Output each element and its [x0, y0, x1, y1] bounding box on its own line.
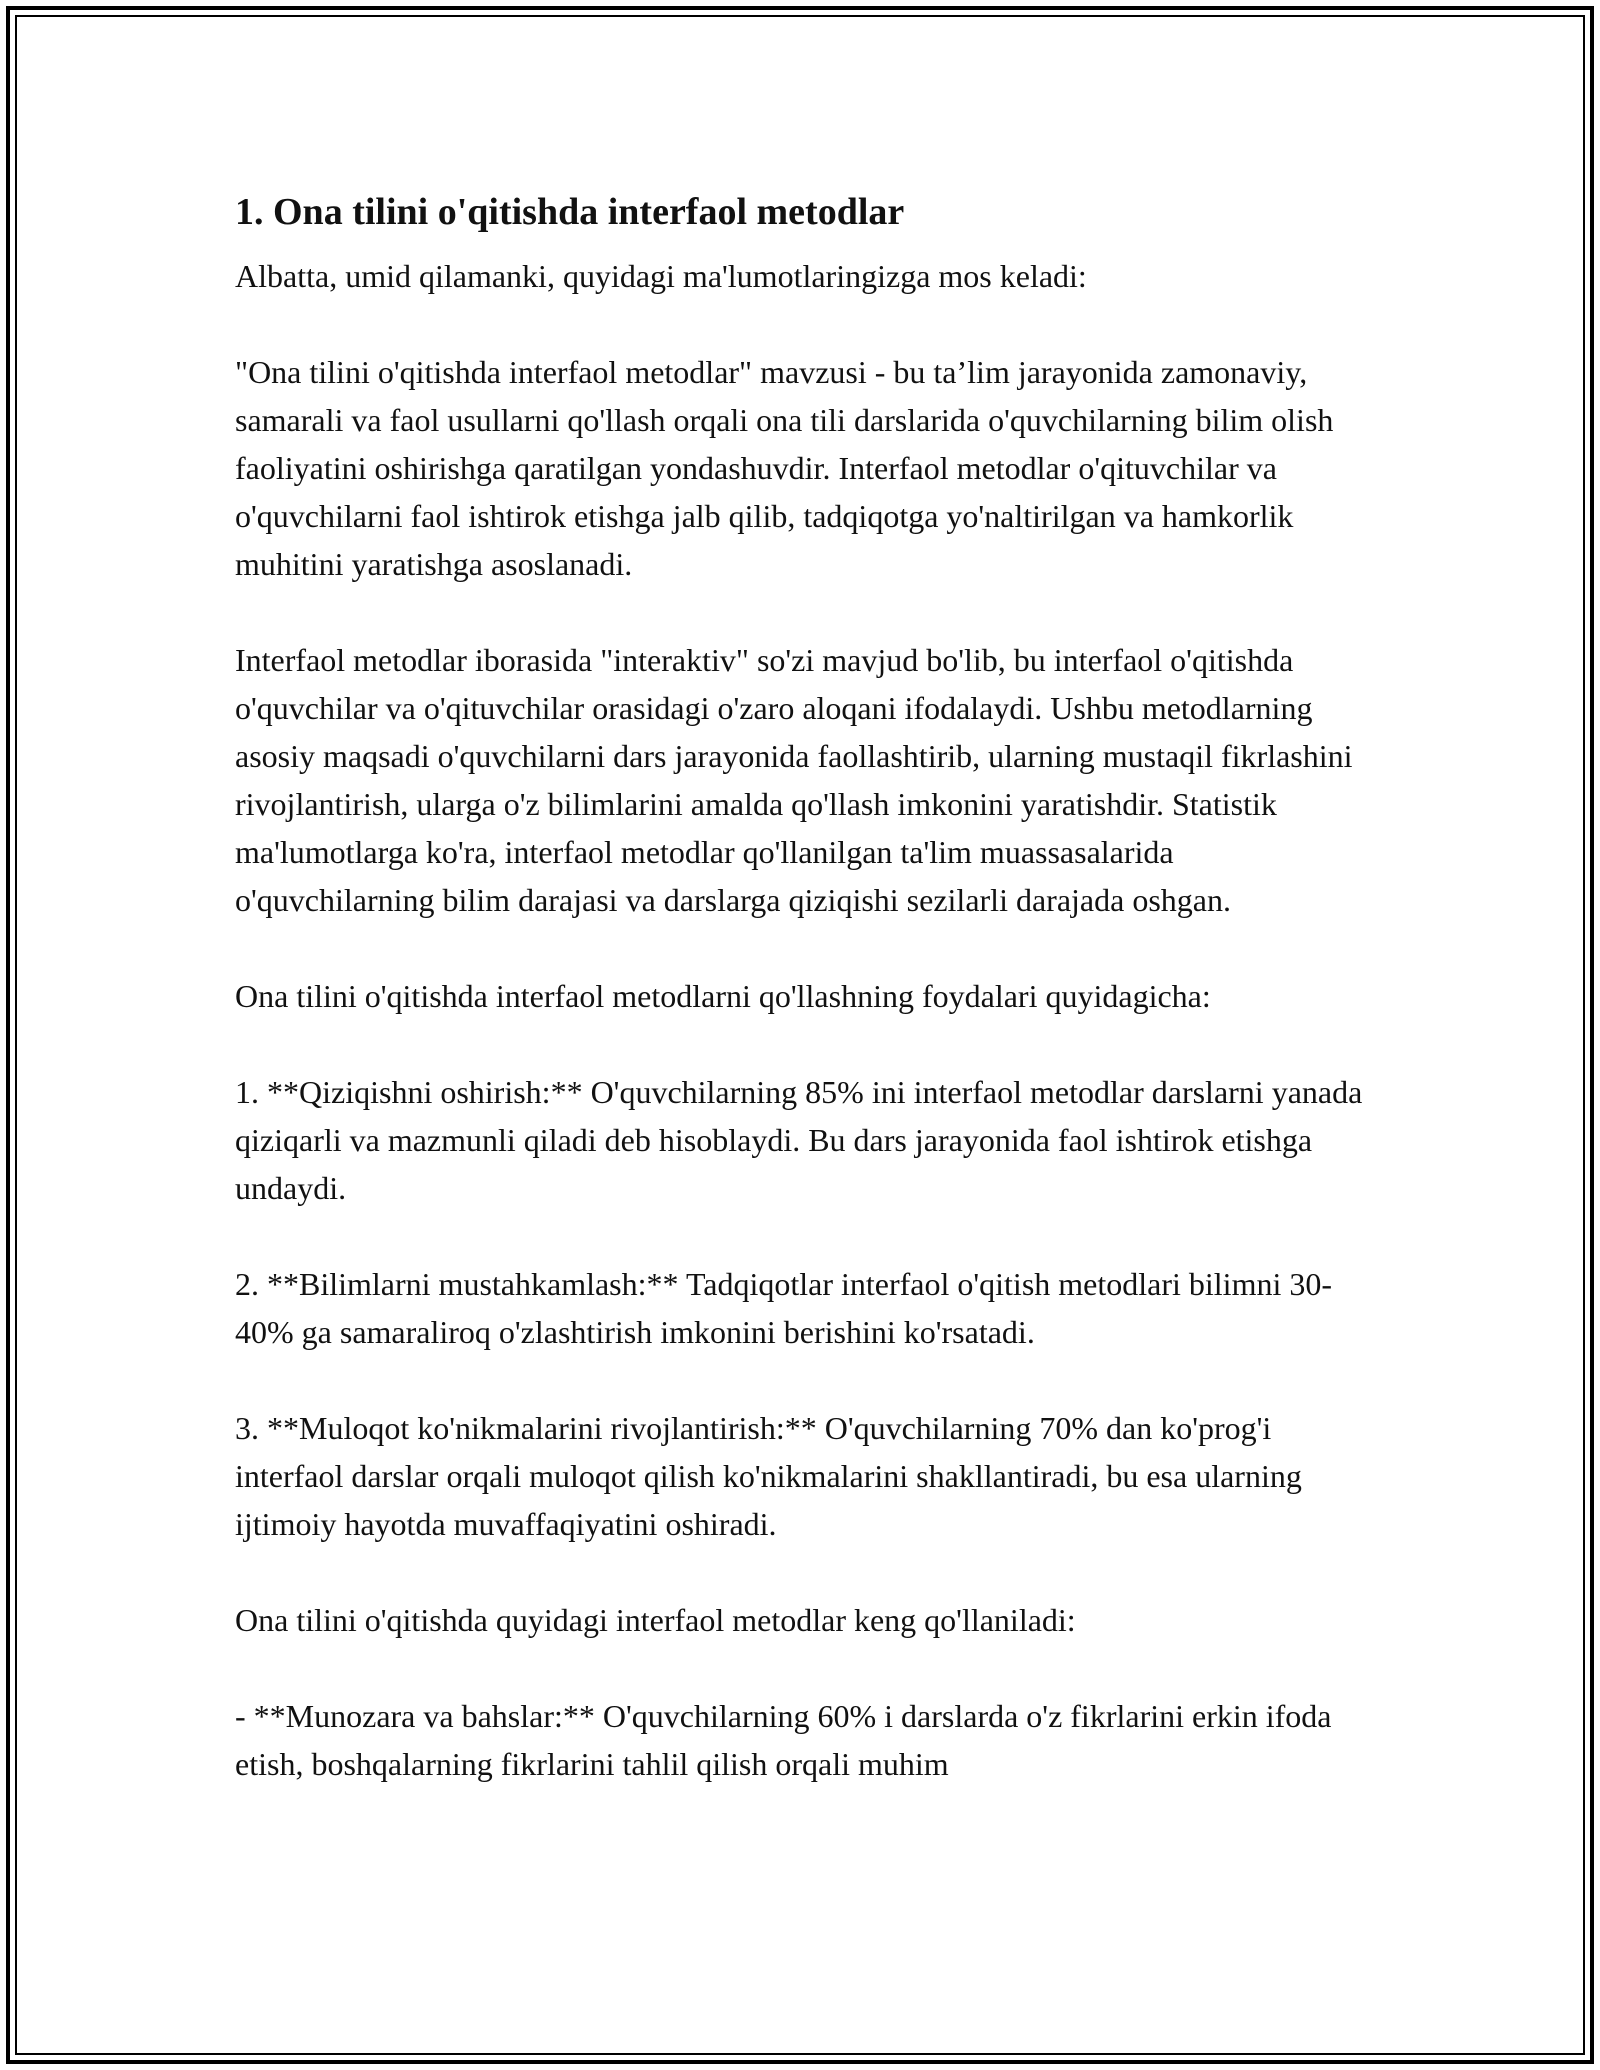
explanation-paragraph: Interfaol metodlar iborasida "interaktiv" so'zi mavjud bo'lib, bu interfaol o'qitishda o'quvchilar va o'qituvchilar orasidagi o'zaro aloqani ifodalaydi. Ushbu metodlarning asosiy maqsadi o'quvchilarni dars jarayonida faollashtirib, ularning mustaqil fikrlashini rivojlantirish, ularga o'z bilimlarini amalda qo'llash imkonini yaratishdir. Statistik ma'lumotlarga ko'ra, interfaol metodlar qo'llanilgan ta'lim muassasalarida o'quvchilarning bilim darajasi va darslarga qiziqishi sezilarli darajada oshgan.	[235, 642, 1353, 918]
method-item-1: - **Munozara va bahslar:** O'quvchilarning 60% i darslarda o'z fikrlarini erkin ifoda etish, boshqalarning fikrlarini tahlil qilish orqali muhim	[235, 1698, 1332, 1782]
benefit-item-1: 1. **Qiziqishni oshirish:** O'quvchilarning 85% ini interfaol metodlar darslarni yanada qiziqarli va mazmunli qiladi deb hisoblaydi. Bu dars jarayonida faol ishtirok etishga undaydi.	[235, 1074, 1363, 1206]
document-title: 1. Ona tilini o'qitishda interfaol metodlar	[235, 191, 905, 233]
benefits-intro-paragraph: Ona tilini o'qitishda interfaol metodlarni qo'llashning foydalari quyidagicha:	[235, 978, 1211, 1014]
benefit-item-3: 3. **Muloqot ko'nikmalarini rivojlantirish:** O'quvchilarning 70% dan ko'prog'i interfaol darslar orqali muloqot qilish ko'nikmalarini shakllantiradi, bu esa ularning ijtimoiy hayotda muvaffaqiyatini oshiradi.	[235, 1410, 1302, 1542]
intro-paragraph: Albatta, umid qilamanki, quyidagi ma'lumotlaringizga mos keladi:	[235, 258, 1087, 294]
definition-paragraph: "Ona tilini o'qitishda interfaol metodlar" mavzusi - bu ta’lim jarayonida zamonaviy, samarali va faol usullarni qo'llash orqali ona tili darslarida o'quvchilarning bilim olish faoliyatini oshirishga qaratilgan yondashuvdir. Interfaol metodlar o'qituvchilar va o'quvchilarni faol ishtirok etishga jalb qilib, tadqiqotga yo'naltirilgan va hamkorlik muhitini yaratishga asoslanadi.	[235, 354, 1334, 582]
benefit-item-2: 2. **Bilimlarni mustahkamlash:** Tadqiqotlar interfaol o'qitish metodlari bilimni 30-40% ga samaraliroq o'zlashtirish imkonini berishini ko'rsatadi.	[235, 1266, 1332, 1350]
methods-intro-paragraph: Ona tilini o'qitishda quyidagi interfaol metodlar keng qo'llaniladi:	[235, 1602, 1076, 1638]
document-body	[235, 186, 1375, 1788]
